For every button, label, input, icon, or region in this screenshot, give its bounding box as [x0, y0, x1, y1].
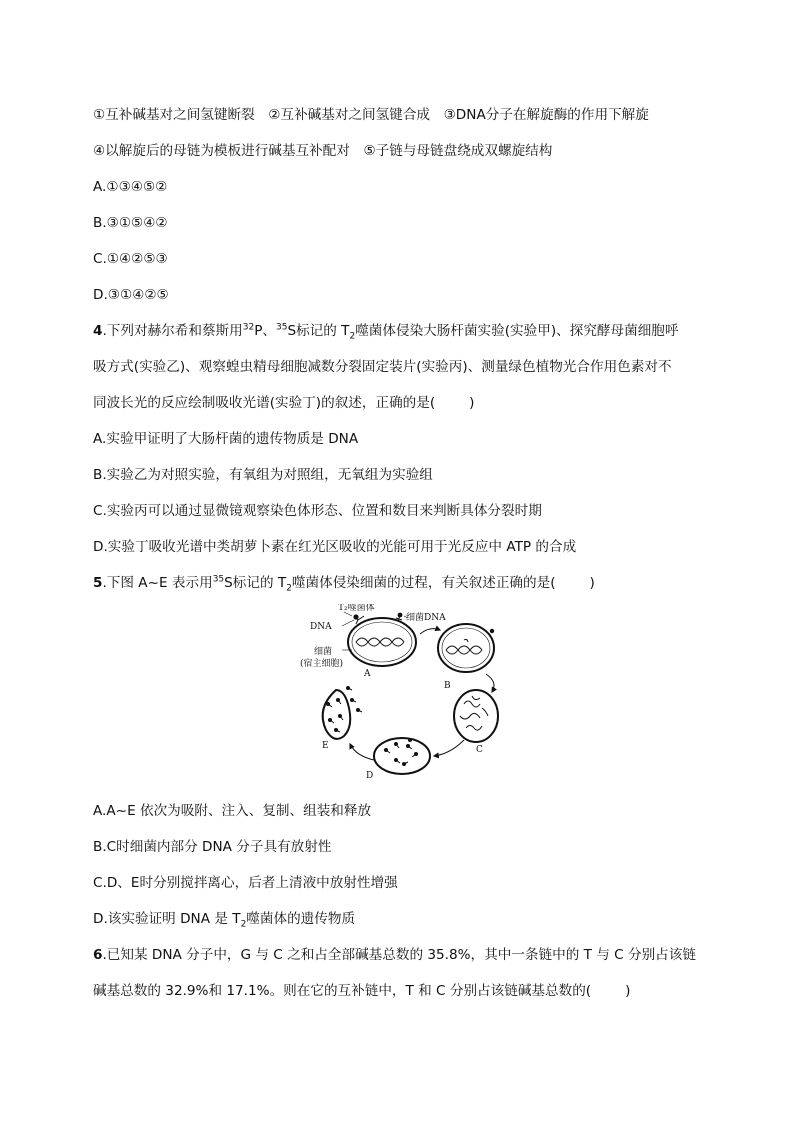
q5-stem: 5.下图 A~E 表示用$^{35}$S标记的 $T_2$噬菌体侵染细菌的过程，有关叙述正确的是( )	[93, 574, 595, 594]
q4-option-b: B.实验乙为对照实验，有氧组为对照组，无氧组为实验组	[93, 467, 433, 483]
q3-option-c: C.①④②⑤③	[93, 251, 168, 267]
q6-line2: 碱基总数的 32.9%和 17.1%。则在它的互补链中，T 和 C 分别占该链碱基总数的( )	[93, 983, 631, 999]
q4-number: 4	[93, 323, 103, 339]
q4-option-d: D.实验丁吸收光谱中类胡萝卜素在红光区吸收的光能可用于光反应中 ATP 的合成	[93, 539, 577, 555]
q6-line1: 6.已知某 DNA 分子中，G 与 C 之和占全部碱基总数的 35.8%，其中一条链中的 T 与 C 分别占该链	[93, 947, 696, 963]
q4-line3: 同波长光的反应绘制吸收光谱(实验丁)的叙述，正确的是( )	[93, 395, 475, 411]
q3-option-d: D.③①④②⑤	[93, 287, 169, 303]
q4-option-a: A.实验甲证明了大肠杆菌的遗传物质是 DNA	[93, 431, 359, 447]
q5-option-a: A.A~E 依次为吸附、注入、复制、组装和释放	[93, 803, 372, 819]
arrow-a-to-b	[420, 629, 440, 634]
arrow-b-to-c	[486, 674, 494, 692]
q5-number: 5	[93, 575, 103, 591]
q3-steps-line1: ①互补碱基对之间氢键断裂 ②互补碱基对之间氢键合成 ③DNA分子在解旋酶的作用下解旋	[93, 107, 649, 123]
label-bacteria: 细菌	[314, 647, 333, 657]
label-host-cell: (宿主细胞)	[300, 659, 344, 669]
q4-line1: 4.下列对赫尔希和蔡斯用$^{32}$P、$^{35}$S标记的 $T_2$噬菌体侵染大肠杆菌实验(实验甲)、探究酵母菌细胞呼	[93, 322, 679, 342]
q5-option-d: D.该实验证明 DNA 是 $T_2$噬菌体的遗传物质	[93, 911, 356, 930]
q5-option-c: C.D、E时分别搅拌离心，后者上清液中放射性增强	[93, 875, 398, 891]
phage-infection-diagram	[300, 604, 530, 780]
label-stage-a: A	[364, 669, 371, 679]
stage-d-cell	[374, 738, 430, 774]
q5-option-b: B.C时细菌内部分 DNA 分子具有放射性	[93, 839, 332, 855]
q4-option-c: C.实验丙可以通过显微镜观察染色体形态、位置和数目来判断具体分裂时期	[93, 503, 542, 519]
arrow-c-to-d	[434, 740, 464, 756]
q4-line2: 吸方式(实验乙)、观察蝗虫精母细胞减数分裂固定装片(实验丙)、测量绿色植物光合作用色素对不	[93, 359, 672, 375]
stage-e-cell	[323, 686, 362, 739]
label-phage: T₂噬菌体	[338, 604, 375, 613]
q3-option-a: A.①③④⑤②	[93, 179, 168, 195]
arrow-d-to-e	[350, 744, 374, 760]
label-stage-c: C	[476, 745, 483, 755]
stage-c-cell	[454, 690, 498, 742]
dna-pointer-line	[342, 620, 354, 626]
label-stage-b: B	[444, 681, 451, 691]
label-stage-d: D	[366, 771, 374, 780]
label-bacteria-dna: 细菌DNA	[406, 613, 446, 623]
stage-b-cell	[438, 624, 494, 672]
label-dna: DNA	[310, 622, 332, 632]
q6-number: 6	[93, 947, 103, 963]
q3-option-b: B.③①⑤④②	[93, 215, 168, 231]
label-stage-e: E	[322, 741, 329, 751]
q3-steps-line2: ④以解旋后的母链为模板进行碱基互补配对 ⑤子链与母链盘绕成双螺旋结构	[93, 143, 553, 159]
